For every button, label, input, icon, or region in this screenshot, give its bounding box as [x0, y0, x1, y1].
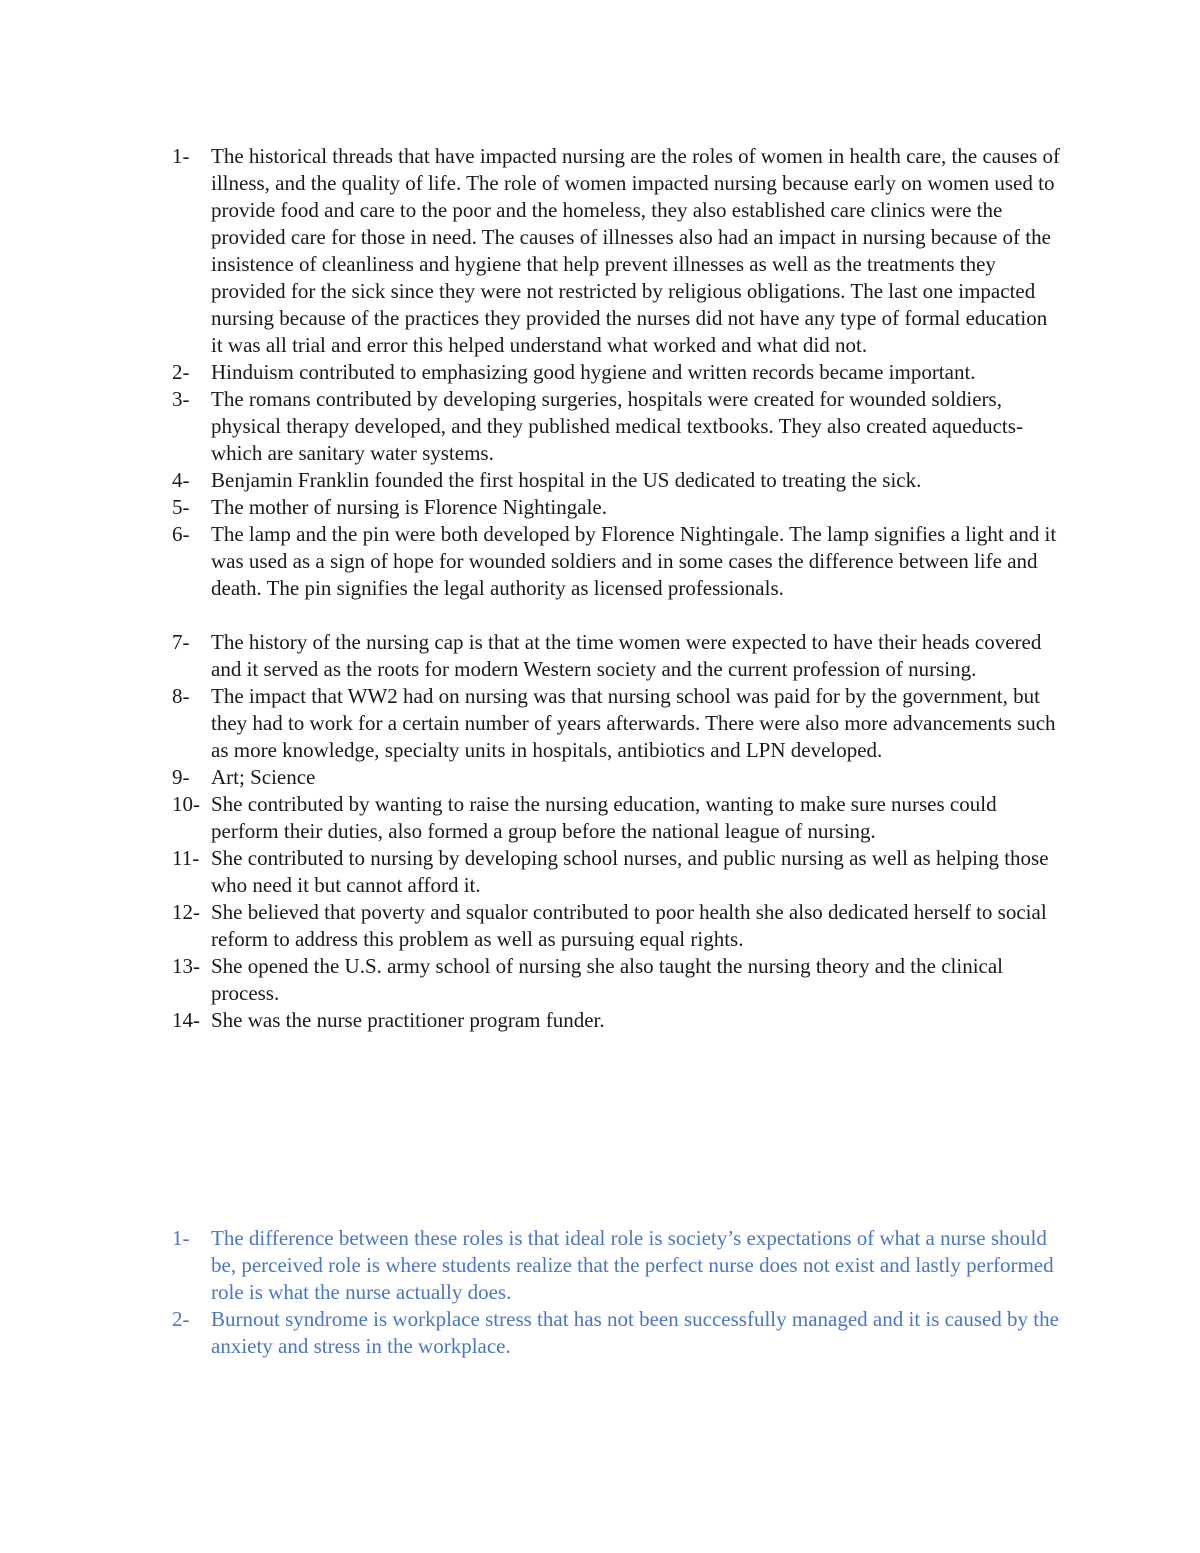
item-number: 2-: [172, 1307, 190, 1331]
item-number: 7-: [172, 630, 190, 654]
list-item: [172, 1306, 1062, 1360]
roles-list: [172, 1225, 1062, 1360]
item-number: 8-: [172, 684, 190, 708]
list-item: [172, 521, 1062, 602]
item-text: The difference between these roles is that ideal role is society’s expectations of what a nurse should be, perceived role is where students realize that the perfect nurse does not exist and lastly performed role is what the nurse actually does.: [211, 1226, 1054, 1304]
item-text: She believed that poverty and squalor contributed to poor health she also dedicated herself to social reform to address this problem as well as pursuing equal rights.: [211, 900, 1047, 951]
item-number: 14-: [172, 1008, 200, 1032]
item-number: 4-: [172, 468, 190, 492]
item-text: The romans contributed by developing surgeries, hospitals were created for wounded soldiers, physical therapy developed, and they published medical textbooks. They also created aqueducts- which are sanitary water systems.: [211, 387, 1023, 465]
item-text: Benjamin Franklin founded the first hospital in the US dedicated to treating the sick.: [211, 468, 922, 492]
item-text: The mother of nursing is Florence Nightingale.: [211, 495, 607, 519]
item-text: Hinduism contributed to emphasizing good hygiene and written records became important.: [211, 360, 976, 384]
list-item: [172, 791, 1062, 845]
list-item: [172, 386, 1062, 467]
list-item: [172, 845, 1062, 899]
list-item: [172, 764, 1062, 791]
item-number: 5-: [172, 495, 190, 519]
item-number: 3-: [172, 387, 190, 411]
item-text: She opened the U.S. army school of nursing she also taught the nursing theory and the clinical process.: [211, 954, 1004, 1005]
item-text: She contributed to nursing by developing school nurses, and public nursing as well as helping those who need it but cannot afford it.: [211, 846, 1049, 897]
item-number: 9-: [172, 765, 190, 789]
item-number: 12-: [172, 900, 200, 924]
item-number: 6-: [172, 522, 190, 546]
questions-list: [172, 143, 1062, 1034]
list-item: [172, 683, 1062, 764]
item-number: 11-: [172, 846, 200, 870]
item-text: She contributed by wanting to raise the nursing education, wanting to make sure nurses could perform their duties, also formed a group before the national league of nursing.: [211, 792, 997, 843]
item-text: The historical threads that have impacted nursing are the roles of women in health care, the causes of illness, and the quality of life. The role of women impacted nursing because early on women used to provide food and care to the poor and the homeless, they also established care clinics were the provided care for those in need. The causes of illnesses also had an impact in nursing because of the insistence of cleanliness and hygiene that help prevent illnesses as well as the treatments they provided for the sick since they were not restricted by religious obligations. The last one impacted nursing because of the practices they provided the nurses did not have any type of formal education it was all trial and error this helped understand what worked and what did not.: [211, 144, 1061, 357]
list-item: [172, 953, 1062, 1007]
list-item: [172, 1225, 1062, 1306]
item-text: Burnout syndrome is workplace stress that has not been successfully managed and it is caused by the anxiety and stress in the workplace.: [211, 1307, 1059, 1358]
item-number: 10-: [172, 792, 200, 816]
list-item: [172, 143, 1062, 359]
list-item: [172, 899, 1062, 953]
list-item: [172, 467, 1062, 494]
item-number: 13-: [172, 954, 200, 978]
list-item: [172, 494, 1062, 521]
item-text: She was the nurse practitioner program funder.: [211, 1008, 605, 1032]
item-text: Art; Science: [211, 765, 316, 789]
item-number: 1-: [172, 1226, 190, 1250]
item-number: 2-: [172, 360, 190, 384]
list-item: [172, 1007, 1062, 1034]
item-text: The lamp and the pin were both developed by Florence Nightingale. The lamp signifies a light and it was used as a sign of hope for wounded soldiers and in some cases the difference between life and death. The pin signifies the legal authority as licensed professionals.: [211, 522, 1057, 600]
item-text: The history of the nursing cap is that at the time women were expected to have their heads covered and it served as the roots for modern Western society and the current profession of nursing.: [211, 630, 1042, 681]
list-item: [172, 629, 1062, 683]
item-number: 1-: [172, 144, 190, 168]
item-text: The impact that WW2 had on nursing was that nursing school was paid for by the government, but they had to work for a certain number of years afterwards. There were also more advancements such as more knowledge, specialty units in hospitals, antibiotics and LPN developed.: [211, 684, 1056, 762]
list-item: [172, 359, 1062, 386]
